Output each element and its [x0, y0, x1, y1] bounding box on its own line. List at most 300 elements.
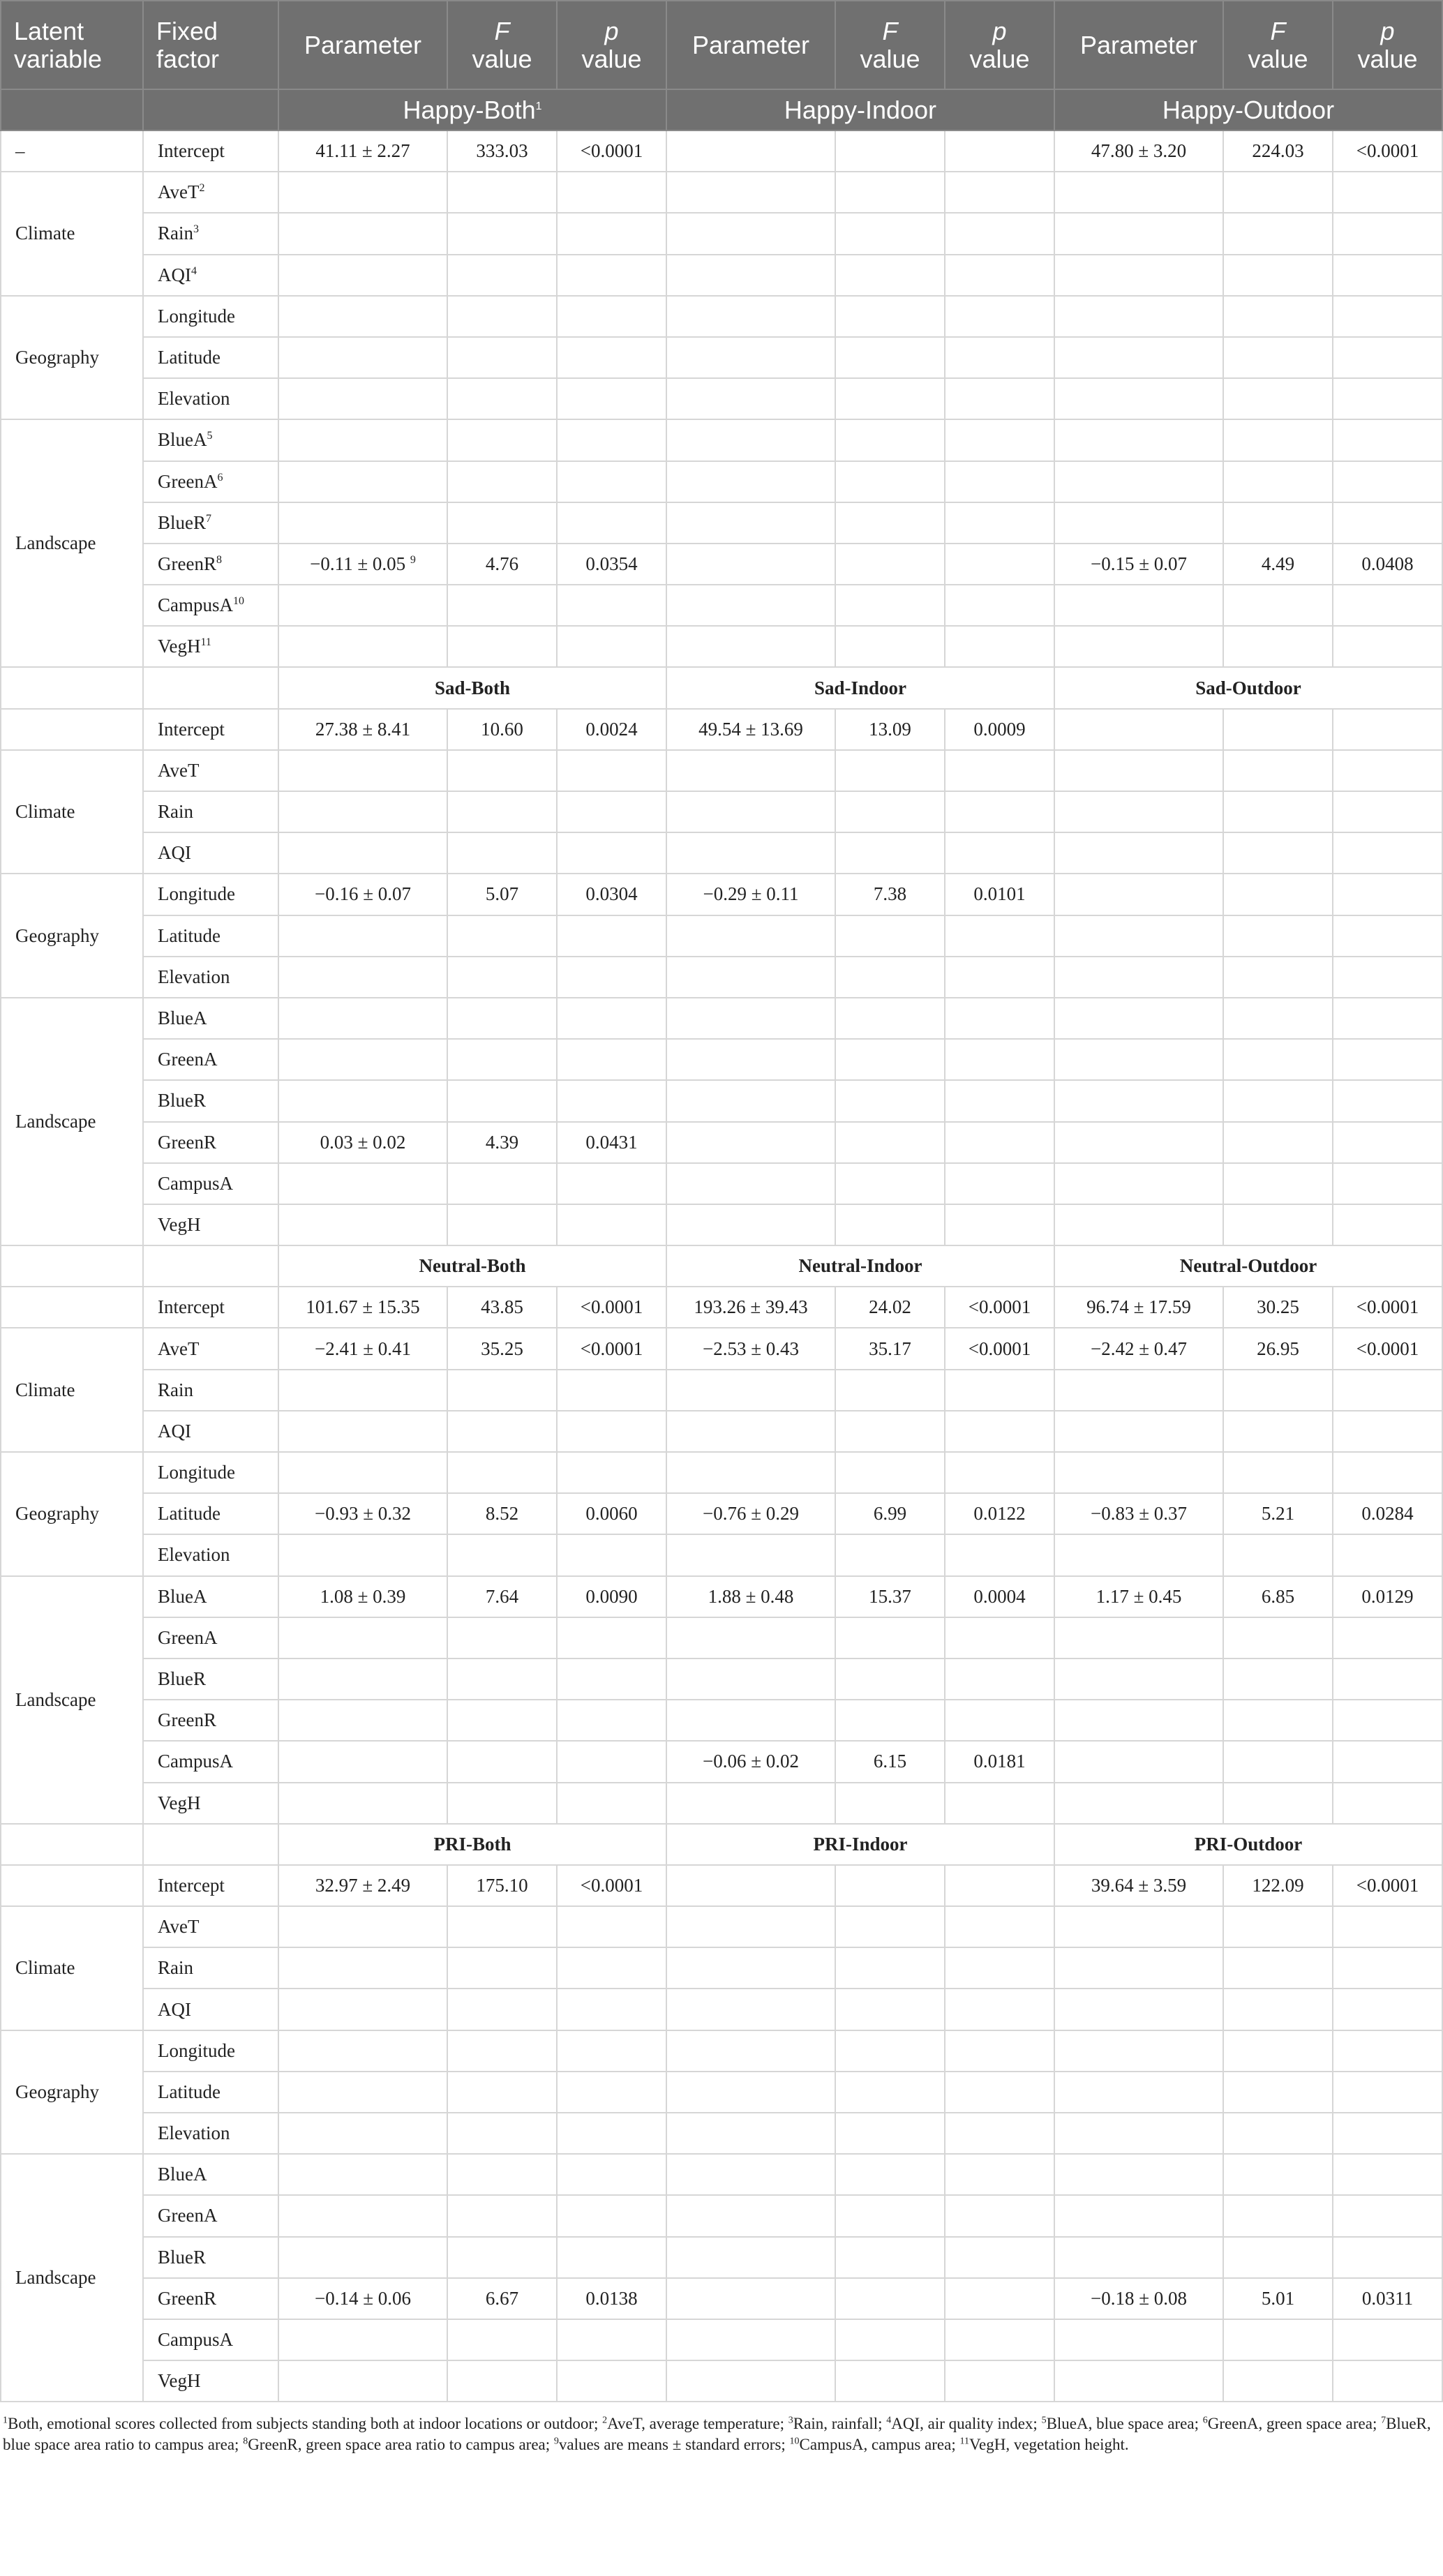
p-value-cell: [945, 544, 1054, 585]
f-value-cell: [447, 2072, 557, 2113]
table-row: [1, 337, 1442, 378]
footnote-text: Both, emotional scores collected from subjects standing both at indoor locations or outdoor;: [8, 2415, 603, 2433]
fixed-factor-cell: [143, 1741, 278, 1782]
parameter-text: −0.29 ± 0.11: [703, 883, 799, 905]
p-value-cell: [557, 1163, 666, 1204]
p-value-cell: [1333, 1039, 1442, 1080]
p-value-cell: [557, 1947, 666, 1989]
latent-variable-cell: –: [1, 130, 143, 172]
p-value-cell: [1333, 2319, 1442, 2360]
f-value-cell: [1223, 544, 1333, 585]
p-value-text: <0.0001: [580, 1874, 643, 1896]
p-value-cell: [1333, 1452, 1442, 1493]
parameter-cell: [278, 1865, 447, 1906]
fixed-factor-cell: [143, 2278, 278, 2319]
p-value-cell: [557, 1658, 666, 1700]
p-value-cell: [945, 750, 1054, 791]
p-value-cell: [1333, 419, 1442, 460]
f-value-cell: [835, 296, 945, 337]
f-value-cell: [1223, 2072, 1333, 2113]
f-value-cell: [447, 1865, 557, 1906]
empty-cell: [1, 667, 143, 708]
parameter-cell: [666, 2360, 835, 2402]
f-value-cell: [1223, 1411, 1333, 1452]
f-value-cell: [447, 2237, 557, 2278]
p-value-cell: [557, 1783, 666, 1824]
parameter-cell: [1054, 750, 1223, 791]
parameter-cell: [1054, 1370, 1223, 1411]
p-value-cell: [945, 1370, 1054, 1411]
group-header-row: [1, 1824, 1442, 1865]
fixed-factor-label: Elevation: [158, 388, 230, 410]
p-value-cell: [945, 1658, 1054, 1700]
p-value-text: 0.0431: [585, 1131, 638, 1153]
table-row: [1, 1370, 1442, 1411]
p-value-cell: [1333, 585, 1442, 626]
p-value-cell: [945, 1328, 1054, 1369]
latent-variable-cell: [1, 1287, 143, 1328]
latent-variable-cell: [1, 709, 143, 750]
f-value-cell: [835, 2113, 945, 2154]
p-value-text: 0.0138: [585, 2287, 638, 2309]
f-value-cell: [447, 544, 557, 585]
group-label-text: PRI-Outdoor: [1194, 1833, 1303, 1855]
footnote-number: 6: [1202, 2415, 1208, 2426]
f-value-cell: [447, 1204, 557, 1245]
fixed-factor-label: AQI: [158, 842, 191, 864]
group-label: [666, 667, 1054, 708]
parameter-cell: [1054, 130, 1223, 172]
parameter-cell: [1054, 1741, 1223, 1782]
fixed-factor-cell: [143, 957, 278, 998]
p-value-cell: [557, 502, 666, 544]
p-value-cell: [1333, 1534, 1442, 1575]
fixed-factor-cell: [143, 213, 278, 254]
group-label-text: PRI-Both: [433, 1833, 511, 1855]
f-value-cell: [447, 1783, 557, 1824]
table-row: [1, 1204, 1442, 1245]
p-value-cell: [557, 378, 666, 419]
f-value-cell: [835, 791, 945, 832]
table-footnote: [0, 2402, 1443, 2455]
f-value-text: 6.99: [873, 1503, 907, 1525]
parameter-cell: [666, 419, 835, 460]
p-value-cell: [1333, 461, 1442, 502]
f-value-cell: [447, 255, 557, 296]
f-value-cell: [1223, 832, 1333, 874]
p-value-cell: [1333, 832, 1442, 874]
p-value-cell: [1333, 130, 1442, 172]
parameter-text: −2.53 ± 0.43: [702, 1338, 800, 1359]
group-header-row: [1, 1245, 1442, 1287]
f-value-cell: [835, 2278, 945, 2319]
p-value-cell: [945, 2319, 1054, 2360]
parameter-cell: [1054, 2319, 1223, 2360]
group-label-text: Sad-Both: [434, 677, 511, 698]
f-value-cell: [835, 1493, 945, 1534]
f-value-cell: [447, 419, 557, 460]
p-value-cell: [945, 1576, 1054, 1617]
f-value-text: 35.25: [481, 1338, 523, 1359]
parameter-cell: [666, 1658, 835, 1700]
parameter-cell: [666, 337, 835, 378]
parameter-cell: [278, 213, 447, 254]
f-value-cell: [835, 130, 945, 172]
table-row: [1, 2360, 1442, 2402]
group-label: [278, 1824, 666, 1865]
p-value-cell: [1333, 1947, 1442, 1989]
parameter-cell: [278, 1658, 447, 1700]
p-value-cell: [557, 1493, 666, 1534]
p-value-cell: [557, 2072, 666, 2113]
footnote-text: values are means ± standard errors;: [558, 2436, 790, 2454]
f-value-cell: [1223, 1534, 1333, 1575]
parameter-cell: [1054, 1947, 1223, 1989]
table-row: [1, 874, 1442, 915]
f-value-cell: [1223, 2154, 1333, 2195]
latent-variable-cell: [1, 1865, 143, 1906]
p-value-cell: [1333, 1411, 1442, 1452]
p-value-cell: [557, 1204, 666, 1245]
p-value-cell: [1333, 750, 1442, 791]
group-label-text: Sad-Outdoor: [1195, 677, 1301, 698]
f-value-cell: [447, 1658, 557, 1700]
table-row: [1, 2195, 1442, 2236]
parameter-cell: [278, 1700, 447, 1741]
group-label: [666, 1824, 1054, 1865]
p-value-cell: [1333, 213, 1442, 254]
p-value-text: <0.0001: [1356, 1296, 1419, 1318]
parameter-text: −2.42 ± 0.47: [1090, 1338, 1188, 1359]
f-value-cell: [835, 502, 945, 544]
group-label: [1054, 667, 1442, 708]
fixed-factor-label: Rain: [158, 1379, 193, 1400]
footnote-marker: 10: [233, 595, 244, 608]
parameter-cell: [278, 998, 447, 1039]
parameter-cell: [278, 378, 447, 419]
parameter-cell: [278, 832, 447, 874]
parameter-cell: [666, 2278, 835, 2319]
parameter-cell: [666, 1576, 835, 1617]
parameter-cell: [278, 2072, 447, 2113]
parameter-cell: [666, 1328, 835, 1369]
parameter-cell: [666, 709, 835, 750]
p-value-cell: [1333, 1865, 1442, 1906]
group-label-text: Happy-Both: [403, 95, 536, 124]
table-row: [1, 957, 1442, 998]
table-row: [1, 626, 1442, 667]
parameter-cell: [666, 998, 835, 1039]
p-value-cell: [945, 1741, 1054, 1782]
group-label: [278, 667, 666, 708]
group-header-row: [1, 667, 1442, 708]
fixed-factor-cell: [143, 1122, 278, 1163]
table-row: [1, 2030, 1442, 2072]
parameter-cell: [666, 1865, 835, 1906]
fixed-factor-label: AveT: [158, 1916, 200, 1938]
group-label-text: Neutral-Both: [419, 1255, 526, 1277]
parameter-text: −0.76 ± 0.29: [702, 1503, 800, 1525]
p-value-cell: [1333, 1576, 1442, 1617]
parameter-text: 0.03 ± 0.02: [320, 1131, 406, 1153]
parameter-cell: [666, 1163, 835, 1204]
parameter-cell: [278, 130, 447, 172]
parameter-cell: [666, 130, 835, 172]
f-value-cell: [1223, 1989, 1333, 2030]
fixed-factor-cell: [143, 998, 278, 1039]
table-row: [1, 1947, 1442, 1989]
fixed-factor-cell: [143, 1700, 278, 1741]
group-label: [1054, 1245, 1442, 1287]
parameter-text: −0.16 ± 0.07: [314, 883, 412, 905]
parameter-cell: [278, 502, 447, 544]
table-row: [1, 1452, 1442, 1493]
parameter-cell: [666, 1617, 835, 1658]
f-value-cell: [1223, 1576, 1333, 1617]
f-value-cell: [835, 1411, 945, 1452]
f-value-cell: [1223, 957, 1333, 998]
header-parameter-3: Parameter: [1054, 1, 1223, 89]
p-value-cell: [945, 172, 1054, 213]
f-value-text: 7.38: [873, 883, 907, 905]
parameter-cell: [1054, 1534, 1223, 1575]
parameter-cell: [1054, 2154, 1223, 2195]
p-value-cell: [1333, 1370, 1442, 1411]
p-value-cell: [557, 874, 666, 915]
p-value-cell: [1333, 255, 1442, 296]
fixed-factor-cell: [143, 1865, 278, 1906]
f-value-cell: [447, 832, 557, 874]
f-value-text: 5.07: [485, 883, 519, 905]
f-value-cell: [1223, 1947, 1333, 1989]
parameter-text: 27.38 ± 8.41: [315, 718, 411, 740]
table-row: [1, 2113, 1442, 2154]
fixed-factor-cell: [143, 461, 278, 502]
p-value-cell: [945, 1906, 1054, 1947]
f-value-cell: [835, 1989, 945, 2030]
header-p-2: [945, 1, 1054, 89]
fixed-factor-cell: [143, 915, 278, 957]
p-value-cell: [1333, 1989, 1442, 2030]
f-value-text: 43.85: [481, 1296, 523, 1318]
f-value-cell: [447, 1080, 557, 1121]
p-value-cell: [1333, 998, 1442, 1039]
p-value-cell: [1333, 957, 1442, 998]
f-value-cell: [1223, 1204, 1333, 1245]
f-value-cell: [835, 2195, 945, 2236]
f-value-cell: [1223, 998, 1333, 1039]
f-value-cell: [1223, 1658, 1333, 1700]
fixed-factor-label: Longitude: [158, 2039, 235, 2061]
p-value-cell: [1333, 2154, 1442, 2195]
footnote-text: BlueR, blue space area ratio to campus area;: [3, 2415, 1431, 2454]
parameter-cell: [666, 874, 835, 915]
parameter-cell: [666, 585, 835, 626]
f-value-cell: [835, 1452, 945, 1493]
parameter-cell: [278, 874, 447, 915]
p-value-cell: [557, 832, 666, 874]
p-value-cell: [1333, 1906, 1442, 1947]
parameter-cell: [666, 2237, 835, 2278]
fixed-factor-label: AQI: [158, 264, 191, 285]
parameter-cell: [666, 1204, 835, 1245]
f-value-text: 333.03: [476, 140, 528, 162]
empty-cell: [1, 1245, 143, 1287]
parameter-cell: [666, 1947, 835, 1989]
parameter-cell: [666, 2113, 835, 2154]
parameter-cell: [1054, 296, 1223, 337]
f-value-cell: [447, 2278, 557, 2319]
fixed-factor-label: GreenA: [158, 1626, 218, 1648]
p-value-cell: [945, 1947, 1054, 1989]
parameter-text: −0.83 ± 0.37: [1090, 1503, 1188, 1525]
p-value-cell: [557, 1287, 666, 1328]
f-value-text: 15.37: [869, 1585, 911, 1607]
f-value-cell: [1223, 1700, 1333, 1741]
f-value-cell: [835, 957, 945, 998]
table-header: [1, 1, 1442, 89]
fixed-factor-label: Longitude: [158, 305, 235, 327]
f-value-cell: [1223, 172, 1333, 213]
parameter-cell: [278, 1741, 447, 1782]
parameter-cell: [666, 2195, 835, 2236]
p-value-cell: [557, 1370, 666, 1411]
p-value-cell: [557, 626, 666, 667]
f-value-cell: [447, 998, 557, 1039]
parameter-cell: [1054, 1989, 1223, 2030]
fixed-factor-cell: [143, 1287, 278, 1328]
f-value-cell: [835, 1080, 945, 1121]
footnote-number: 7: [1381, 2415, 1386, 2426]
p-value-cell: [1333, 874, 1442, 915]
p-value-text: 0.0009: [973, 718, 1026, 740]
parameter-cell: [666, 1741, 835, 1782]
p-value-cell: [945, 1865, 1054, 1906]
f-value-text: 10.60: [481, 718, 523, 740]
f-value-cell: [447, 2030, 557, 2072]
fixed-factor-cell: [143, 2113, 278, 2154]
f-value-cell: [835, 213, 945, 254]
parameter-cell: [278, 1328, 447, 1369]
fixed-factor-label: GreenR: [158, 2287, 216, 2309]
f-value-cell: [1223, 791, 1333, 832]
group-label: [666, 89, 1054, 130]
fixed-factor-label: GreenR: [158, 1131, 216, 1153]
group-label-text: Neutral-Outdoor: [1179, 1255, 1317, 1277]
fixed-factor-label: Rain: [158, 223, 193, 244]
fixed-factor-cell: [143, 1576, 278, 1617]
p-symbol: p: [992, 16, 1007, 45]
f-value-cell: [447, 213, 557, 254]
parameter-cell: [278, 1534, 447, 1575]
f-value-cell: [447, 2154, 557, 2195]
parameter-text: −0.18 ± 0.08: [1090, 2287, 1188, 2309]
table-row: [1, 461, 1442, 502]
parameter-cell: [666, 1370, 835, 1411]
parameter-cell: [666, 1122, 835, 1163]
value-word: value: [1357, 44, 1418, 73]
p-value-cell: [557, 2195, 666, 2236]
f-value-cell: [1223, 378, 1333, 419]
f-value-cell: [1223, 461, 1333, 502]
f-value-cell: [835, 1370, 945, 1411]
p-value-cell: [557, 2237, 666, 2278]
footnote-text: GreenR, green space area ratio to campus area;: [248, 2436, 554, 2454]
latent-variable-cell: Landscape: [1, 419, 143, 667]
f-value-cell: [447, 709, 557, 750]
fixed-factor-label: AQI: [158, 1420, 191, 1441]
p-value-cell: [945, 130, 1054, 172]
parameter-cell: [1054, 1452, 1223, 1493]
parameter-cell: [1054, 1783, 1223, 1824]
f-value-cell: [1223, 213, 1333, 254]
fixed-factor-cell: [143, 1163, 278, 1204]
parameter-cell: [666, 1493, 835, 1534]
f-value-text: 24.02: [869, 1296, 911, 1318]
footnote-text: CampusA, campus area;: [799, 2436, 960, 2454]
footnote-marker: 5: [207, 430, 213, 442]
parameter-cell: [666, 1080, 835, 1121]
fixed-factor-label: BlueA: [158, 2164, 207, 2185]
f-value-text: 8.52: [485, 1503, 519, 1525]
p-value-cell: [1333, 915, 1442, 957]
f-value-cell: [447, 2195, 557, 2236]
f-value-cell: [447, 1039, 557, 1080]
f-value-text: 5.21: [1261, 1503, 1295, 1525]
parameter-cell: [278, 337, 447, 378]
f-value-cell: [447, 585, 557, 626]
parameter-cell: [1054, 255, 1223, 296]
fixed-factor-cell: [143, 1493, 278, 1534]
fixed-factor-label: VegH: [158, 1792, 201, 1813]
table-row: [1, 1328, 1442, 1369]
parameter-cell: [278, 461, 447, 502]
p-value-cell: [557, 213, 666, 254]
fixed-factor-cell: [143, 255, 278, 296]
p-value-cell: [945, 626, 1054, 667]
f-value-cell: [1223, 502, 1333, 544]
table-row: [1, 998, 1442, 1039]
f-value-cell: [1223, 2195, 1333, 2236]
f-value-cell: [447, 130, 557, 172]
f-value-cell: [1223, 130, 1333, 172]
table-row: [1, 296, 1442, 337]
f-value-cell: [1223, 585, 1333, 626]
parameter-cell: [666, 1287, 835, 1328]
f-value-cell: [1223, 337, 1333, 378]
footnote-number: 11: [959, 2436, 969, 2447]
parameter-cell: [1054, 213, 1223, 254]
p-value-cell: [945, 1204, 1054, 1245]
p-value-cell: [1333, 1617, 1442, 1658]
f-value-cell: [1223, 1783, 1333, 1824]
parameter-cell: [1054, 2072, 1223, 2113]
f-value-cell: [447, 1906, 557, 1947]
table-row: [1, 750, 1442, 791]
parameter-cell: [1054, 502, 1223, 544]
table-row: [1, 172, 1442, 213]
parameter-text: −0.11 ± 0.05: [310, 553, 406, 574]
f-value-cell: [835, 1906, 945, 1947]
footnote-marker: 3: [193, 223, 199, 236]
fixed-factor-label: Rain: [158, 1957, 193, 1979]
p-value-cell: [945, 255, 1054, 296]
fixed-factor-label: AQI: [158, 1998, 191, 2020]
p-value-cell: [557, 2319, 666, 2360]
parameter-cell: [1054, 998, 1223, 1039]
footnote-number: 2: [602, 2415, 608, 2426]
f-value-cell: [447, 1700, 557, 1741]
